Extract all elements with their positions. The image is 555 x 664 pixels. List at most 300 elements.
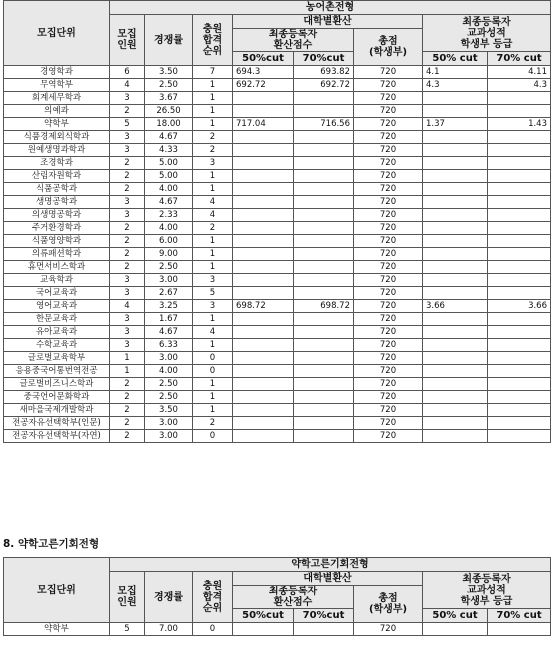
cell-cut50	[233, 274, 294, 287]
header-total-text: 총점 (학생부)	[368, 593, 408, 615]
cell-grade-cut70	[488, 92, 551, 105]
cell-rate: 1.67	[145, 313, 193, 326]
cell-fill: 7	[193, 66, 233, 79]
header-group: 농어촌전형	[110, 1, 551, 15]
cell-cut50	[233, 235, 294, 248]
cell-grade-cut50	[423, 404, 488, 417]
cell-total: 720	[354, 417, 423, 430]
cell-cut70: 698.72	[294, 300, 354, 313]
cell-cut50: 692.72	[233, 79, 294, 92]
cell-cut50	[233, 287, 294, 300]
cell-quota: 3	[110, 209, 145, 222]
cell-cut70: 716.56	[294, 118, 354, 131]
cell-total: 720	[354, 378, 423, 391]
header-final-conv	[233, 586, 354, 609]
cell-total: 720	[354, 79, 423, 92]
cell-rate: 3.50	[145, 66, 193, 79]
cell-grade-cut70: 4.3	[488, 79, 551, 92]
cell-fill: 1	[193, 261, 233, 274]
cell-total: 720	[354, 196, 423, 209]
cell-cut50	[233, 157, 294, 170]
table-row	[4, 326, 551, 339]
header-grade-cut50: 50% cut	[423, 609, 488, 623]
cell-fill: 1	[193, 92, 233, 105]
cell-quota: 2	[110, 105, 145, 118]
cell-grade-cut50	[423, 222, 488, 235]
header-final-reg	[423, 572, 551, 609]
cell-unit: 휴먼서비스학과	[4, 261, 110, 274]
cell-cut70	[294, 261, 354, 274]
header-total	[354, 586, 423, 623]
cell-cut70	[294, 404, 354, 417]
cell-unit: 의예과	[4, 105, 110, 118]
cell-cut70	[294, 417, 354, 430]
cell-quota: 3	[110, 339, 145, 352]
header-final-reg-text: 최종등록자 교과성적 학생부 등급	[460, 573, 513, 607]
cell-grade-cut50: 3.66	[423, 300, 488, 313]
cell-quota: 3	[110, 274, 145, 287]
cell-quota: 3	[110, 326, 145, 339]
cell-grade-cut50	[423, 183, 488, 196]
cell-unit: 중국언어문화학과	[4, 391, 110, 404]
cell-quota: 2	[110, 157, 145, 170]
cell-total: 720	[354, 287, 423, 300]
cell-unit: 수학교육과	[4, 339, 110, 352]
table-row	[4, 92, 551, 105]
cell-grade-cut70	[488, 339, 551, 352]
cell-unit: 의생명공학과	[4, 209, 110, 222]
table-row	[4, 313, 551, 326]
cell-fill: 1	[193, 248, 233, 261]
cell-rate: 2.50	[145, 378, 193, 391]
section-heading: 8. 약학고른기회전형	[3, 538, 100, 550]
cell-cut70	[294, 235, 354, 248]
cell-unit: 교육학과	[4, 274, 110, 287]
cell-grade-cut70: 3.66	[488, 300, 551, 313]
cell-cut50: 717.04	[233, 118, 294, 131]
cell-grade-cut50	[423, 235, 488, 248]
cell-grade-cut70	[488, 287, 551, 300]
cell-grade-cut70	[488, 105, 551, 118]
cell-cut70	[294, 92, 354, 105]
cell-grade-cut50	[423, 92, 488, 105]
cell-fill: 4	[193, 209, 233, 222]
cell-grade-cut50	[423, 274, 488, 287]
cell-total: 720	[354, 66, 423, 79]
cell-grade-cut70	[488, 352, 551, 365]
cell-rate: 2.50	[145, 79, 193, 92]
cell-grade-cut50	[423, 326, 488, 339]
cell-total: 720	[354, 274, 423, 287]
cell-unit: 산림자원학과	[4, 170, 110, 183]
cell-rate: 4.00	[145, 183, 193, 196]
cell-fill: 1	[193, 404, 233, 417]
cell-total: 720	[354, 248, 423, 261]
cell-grade-cut70	[488, 235, 551, 248]
cell-cut70	[294, 157, 354, 170]
cell-grade-cut50	[423, 105, 488, 118]
cell-grade-cut70	[488, 248, 551, 261]
cell-cut50	[233, 391, 294, 404]
admission-table-pharmacy-equal	[3, 557, 551, 636]
cell-rate: 6.33	[145, 339, 193, 352]
table-row	[4, 144, 551, 157]
cell-rate: 3.25	[145, 300, 193, 313]
table-row	[4, 222, 551, 235]
header-unit: 모집단위	[4, 1, 110, 66]
cell-total: 720	[354, 404, 423, 417]
cell-cut70	[294, 222, 354, 235]
cell-grade-cut70	[488, 131, 551, 144]
cell-fill: 4	[193, 326, 233, 339]
cell-cut50	[233, 326, 294, 339]
cell-fill: 1	[193, 118, 233, 131]
cell-fill: 1	[193, 339, 233, 352]
cell-unit: 글로벌교육학부	[4, 352, 110, 365]
header-fill-text: 충원 합격 순위	[202, 23, 223, 57]
cell-fill: 4	[193, 196, 233, 209]
cell-fill: 1	[193, 235, 233, 248]
cell-rate: 3.00	[145, 417, 193, 430]
cell-quota: 2	[110, 378, 145, 391]
cell-grade-cut50	[423, 430, 488, 443]
table-row	[4, 352, 551, 365]
header-cut50: 50%cut	[233, 609, 294, 623]
cell-quota: 5	[110, 623, 145, 636]
cell-grade-cut70	[488, 209, 551, 222]
cell-total: 720	[354, 352, 423, 365]
cell-cut50	[233, 92, 294, 105]
cell-quota: 5	[110, 118, 145, 131]
cell-fill: 1	[193, 313, 233, 326]
cell-grade-cut70	[488, 417, 551, 430]
cell-quota: 2	[110, 248, 145, 261]
table-row	[4, 170, 551, 183]
cell-total: 720	[354, 339, 423, 352]
cell-cut50	[233, 131, 294, 144]
cell-rate: 3.50	[145, 404, 193, 417]
cell-total: 720	[354, 300, 423, 313]
header-cut70: 70%cut	[294, 52, 354, 66]
header-grade-cut70: 70% cut	[488, 52, 551, 66]
cell-grade-cut70	[488, 313, 551, 326]
cell-cut70	[294, 196, 354, 209]
table-row	[4, 248, 551, 261]
cell-fill: 1	[193, 79, 233, 92]
cell-grade-cut70	[488, 157, 551, 170]
header-cut70: 70%cut	[294, 609, 354, 623]
cell-quota: 2	[110, 391, 145, 404]
cell-cut50	[233, 352, 294, 365]
cell-grade-cut70	[488, 222, 551, 235]
cell-quota: 3	[110, 131, 145, 144]
cell-unit: 무역학부	[4, 79, 110, 92]
cell-grade-cut70	[488, 378, 551, 391]
cell-fill: 1	[193, 378, 233, 391]
cell-total: 720	[354, 222, 423, 235]
cell-cut70	[294, 131, 354, 144]
table-row	[4, 105, 551, 118]
cell-cut70	[294, 378, 354, 391]
cell-quota: 2	[110, 235, 145, 248]
table-row	[4, 623, 551, 636]
cell-grade-cut50	[423, 131, 488, 144]
cell-fill: 0	[193, 430, 233, 443]
table-row	[4, 404, 551, 417]
cell-quota: 1	[110, 365, 145, 378]
table-row	[4, 131, 551, 144]
cell-grade-cut50	[423, 157, 488, 170]
header-total-text: 총점 (학생부)	[368, 36, 408, 58]
cell-quota: 3	[110, 196, 145, 209]
cell-quota: 2	[110, 170, 145, 183]
cell-fill: 2	[193, 131, 233, 144]
cell-total: 720	[354, 326, 423, 339]
table-row	[4, 287, 551, 300]
table-row	[4, 300, 551, 313]
cell-grade-cut70	[488, 170, 551, 183]
cell-unit: 전공자유선택학부(자연)	[4, 430, 110, 443]
header-fill	[193, 572, 233, 623]
cell-unit: 글로벌비즈니스학과	[4, 378, 110, 391]
cell-rate: 26.50	[145, 105, 193, 118]
cell-rate: 2.67	[145, 287, 193, 300]
cell-grade-cut70	[488, 261, 551, 274]
cell-cut50	[233, 261, 294, 274]
cell-grade-cut50: 1.37	[423, 118, 488, 131]
table-row	[4, 261, 551, 274]
cell-fill: 1	[193, 170, 233, 183]
cell-unit: 영어교육과	[4, 300, 110, 313]
cell-total: 720	[354, 365, 423, 378]
cell-total: 720	[354, 261, 423, 274]
cell-unit: 식품공학과	[4, 183, 110, 196]
cell-cut50	[233, 623, 294, 636]
cell-unit: 원예생명과학과	[4, 144, 110, 157]
cell-quota: 2	[110, 222, 145, 235]
cell-quota: 6	[110, 66, 145, 79]
header-unit: 모집단위	[4, 558, 110, 623]
cell-quota: 3	[110, 313, 145, 326]
cell-grade-cut50	[423, 261, 488, 274]
cell-grade-cut70	[488, 365, 551, 378]
cell-total: 720	[354, 157, 423, 170]
cell-rate: 4.67	[145, 131, 193, 144]
cell-cut70	[294, 170, 354, 183]
cell-grade-cut70	[488, 391, 551, 404]
cell-quota: 2	[110, 183, 145, 196]
cell-grade-cut50	[423, 378, 488, 391]
cell-fill: 0	[193, 352, 233, 365]
cell-total: 720	[354, 623, 423, 636]
table-row	[4, 274, 551, 287]
cell-rate: 3.00	[145, 352, 193, 365]
cell-quota: 3	[110, 144, 145, 157]
table-row	[4, 391, 551, 404]
cell-cut70	[294, 144, 354, 157]
cell-grade-cut50	[423, 352, 488, 365]
cell-total: 720	[354, 430, 423, 443]
cell-grade-cut50	[423, 339, 488, 352]
cell-unit: 한문교육과	[4, 313, 110, 326]
cell-cut70	[294, 287, 354, 300]
cell-cut70	[294, 209, 354, 222]
cell-grade-cut50	[423, 313, 488, 326]
cell-cut70	[294, 105, 354, 118]
cell-cut50	[233, 404, 294, 417]
header-quota	[110, 15, 145, 66]
cell-rate: 5.00	[145, 157, 193, 170]
cell-quota: 4	[110, 300, 145, 313]
cell-cut70	[294, 391, 354, 404]
cell-grade-cut50	[423, 170, 488, 183]
cell-fill: 0	[193, 623, 233, 636]
cell-unit: 전공자유선택학부(인문)	[4, 417, 110, 430]
cell-rate: 2.50	[145, 391, 193, 404]
cell-quota: 3	[110, 92, 145, 105]
cell-quota: 4	[110, 79, 145, 92]
cell-rate: 4.00	[145, 365, 193, 378]
table-row	[4, 79, 551, 92]
cell-rate: 5.00	[145, 170, 193, 183]
cell-cut50: 694.3	[233, 66, 294, 79]
cell-rate: 18.00	[145, 118, 193, 131]
cell-total: 720	[354, 144, 423, 157]
table-row	[4, 157, 551, 170]
cell-rate: 7.00	[145, 623, 193, 636]
cell-unit: 응용중국어통번역전공	[4, 365, 110, 378]
cell-cut50	[233, 378, 294, 391]
header-cut50: 50%cut	[233, 52, 294, 66]
cell-unit: 유아교육과	[4, 326, 110, 339]
cell-cut50	[233, 170, 294, 183]
cell-cut50	[233, 144, 294, 157]
cell-rate: 3.00	[145, 430, 193, 443]
table-row	[4, 235, 551, 248]
cell-fill: 3	[193, 157, 233, 170]
table-row	[4, 183, 551, 196]
cell-cut50	[233, 105, 294, 118]
cell-fill: 3	[193, 274, 233, 287]
cell-cut70	[294, 326, 354, 339]
cell-grade-cut50	[423, 248, 488, 261]
cell-fill: 1	[193, 105, 233, 118]
cell-unit: 회계세무학과	[4, 92, 110, 105]
cell-rate: 3.00	[145, 274, 193, 287]
table-row	[4, 417, 551, 430]
cell-total: 720	[354, 235, 423, 248]
cell-total: 720	[354, 170, 423, 183]
header-fill-text: 충원 합격 순위	[202, 580, 223, 614]
cell-quota: 2	[110, 404, 145, 417]
cell-grade-cut50	[423, 196, 488, 209]
cell-cut50	[233, 248, 294, 261]
cell-cut70: 693.82	[294, 66, 354, 79]
cell-grade-cut70	[488, 430, 551, 443]
header-final-conv	[233, 29, 354, 52]
cell-rate: 4.33	[145, 144, 193, 157]
header-fill	[193, 15, 233, 66]
cell-grade-cut50: 4.1	[423, 66, 488, 79]
cell-total: 720	[354, 391, 423, 404]
cell-rate: 4.67	[145, 196, 193, 209]
cell-rate: 9.00	[145, 248, 193, 261]
header-quota-text: 모집 인원	[117, 29, 137, 51]
table-row	[4, 196, 551, 209]
cell-grade-cut70: 4.11	[488, 66, 551, 79]
cell-unit: 의류패션학과	[4, 248, 110, 261]
header-final-conv-text: 최종등록자 환산점수	[268, 29, 318, 51]
cell-grade-cut70	[488, 274, 551, 287]
table-row	[4, 209, 551, 222]
cell-grade-cut70	[488, 326, 551, 339]
cell-fill: 1	[193, 183, 233, 196]
table-row	[4, 339, 551, 352]
header-dept-convert: 대학별환산	[233, 15, 423, 29]
cell-grade-cut70	[488, 183, 551, 196]
cell-unit: 약학부	[4, 118, 110, 131]
cell-rate: 3.67	[145, 92, 193, 105]
cell-quota: 2	[110, 261, 145, 274]
cell-total: 720	[354, 313, 423, 326]
cell-quota: 2	[110, 417, 145, 430]
cell-unit: 식품경제외식학과	[4, 131, 110, 144]
cell-cut50	[233, 196, 294, 209]
cell-unit: 식품영양학과	[4, 235, 110, 248]
cell-unit: 새마을국제개발학과	[4, 404, 110, 417]
cell-grade-cut50	[423, 391, 488, 404]
cell-grade-cut50	[423, 209, 488, 222]
header-dept-convert: 대학별환산	[233, 572, 423, 586]
cell-cut70: 692.72	[294, 79, 354, 92]
cell-rate: 6.00	[145, 235, 193, 248]
cell-cut50: 698.72	[233, 300, 294, 313]
header-quota-text: 모집 인원	[117, 586, 137, 608]
table-row	[4, 365, 551, 378]
cell-grade-cut70	[488, 196, 551, 209]
cell-cut70	[294, 274, 354, 287]
cell-cut70	[294, 352, 354, 365]
table-row	[4, 430, 551, 443]
cell-cut70	[294, 313, 354, 326]
cell-rate: 4.00	[145, 222, 193, 235]
cell-grade-cut50	[423, 417, 488, 430]
cell-rate: 2.50	[145, 261, 193, 274]
header-group: 약학고른기회전형	[110, 558, 551, 572]
cell-grade-cut50	[423, 623, 488, 636]
cell-quota: 1	[110, 352, 145, 365]
cell-grade-cut50	[423, 365, 488, 378]
cell-unit: 주거환경학과	[4, 222, 110, 235]
cell-cut70	[294, 339, 354, 352]
cell-grade-cut70	[488, 623, 551, 636]
cell-cut70	[294, 365, 354, 378]
cell-fill: 0	[193, 365, 233, 378]
table-row	[4, 66, 551, 79]
cell-total: 720	[354, 131, 423, 144]
header-final-reg-text: 최종등록자 교과성적 학생부 등급	[460, 16, 513, 50]
cell-rate: 2.33	[145, 209, 193, 222]
table-row	[4, 378, 551, 391]
cell-cut50	[233, 430, 294, 443]
cell-total: 720	[354, 105, 423, 118]
cell-grade-cut50	[423, 287, 488, 300]
cell-grade-cut50	[423, 144, 488, 157]
cell-fill: 2	[193, 222, 233, 235]
cell-unit: 조경학과	[4, 157, 110, 170]
cell-grade-cut50: 4.3	[423, 79, 488, 92]
header-final-conv-text: 최종등록자 환산점수	[268, 586, 318, 608]
